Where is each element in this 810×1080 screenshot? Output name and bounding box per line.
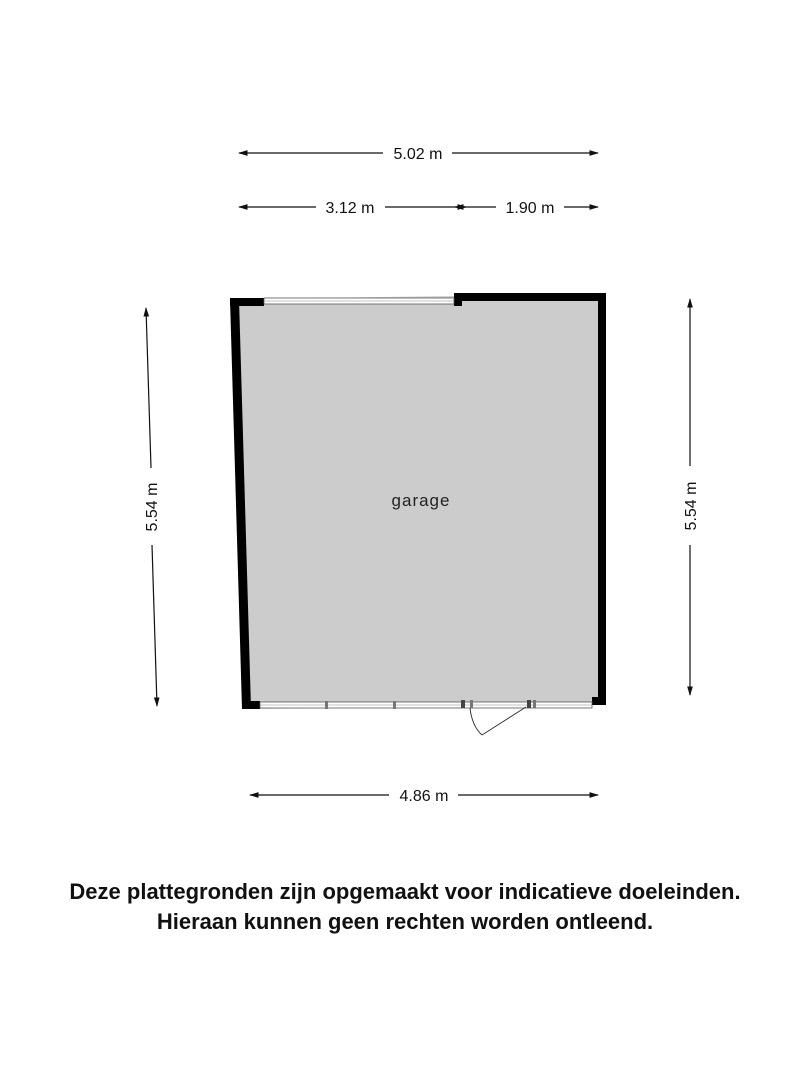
bottom-left-post <box>242 701 260 709</box>
top-left-wall-stub <box>230 298 264 306</box>
dim-label-bottom: 4.86 m <box>399 788 449 805</box>
dim-label-top-total: 5.02 m <box>393 146 443 163</box>
top-right-wall <box>454 293 606 301</box>
disclaimer-line-2: Hieraan kunnen geen rechten worden ontleend. <box>156 909 654 934</box>
door-swing <box>470 707 526 735</box>
disclaimer-line-1: Deze plattegronden zijn opgemaakt voor indicatieve doeleinden. <box>69 879 741 904</box>
dim-label-top-left: 3.12 m <box>325 200 375 217</box>
room-label-garage: garage <box>391 491 451 510</box>
right-wall <box>598 293 606 705</box>
dim-label-top-right: 1.90 m <box>505 200 555 217</box>
top-right-wall-notch <box>454 293 462 306</box>
dim-line-left-a <box>146 308 151 468</box>
dim-line-left-b <box>152 545 157 706</box>
dim-label-left: 5.54 m <box>144 482 161 532</box>
top-window <box>264 298 454 304</box>
bottom-right-post <box>592 697 606 705</box>
dim-label-right: 5.54 m <box>683 481 700 531</box>
